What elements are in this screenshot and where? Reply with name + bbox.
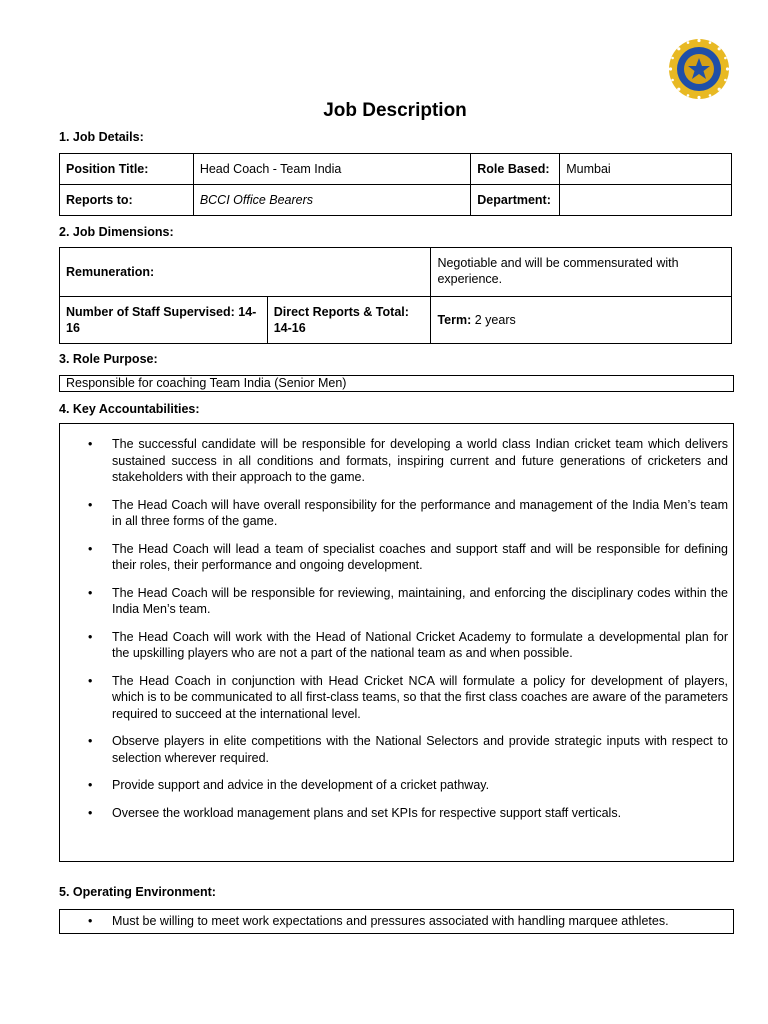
- department-label: Department:: [471, 185, 560, 216]
- section-heading-operating-environment: 5. Operating Environment:: [59, 885, 216, 899]
- list-item: [88, 585, 728, 618]
- list-item: [88, 673, 728, 723]
- list-item: [88, 541, 728, 574]
- bullet-icon: •: [88, 805, 93, 820]
- position-title-label: Position Title:: [60, 154, 194, 185]
- remuneration-label: Remuneration:: [60, 248, 431, 297]
- bullet-icon: •: [88, 673, 93, 688]
- term-label: Term:: [437, 313, 472, 327]
- accountability-text: The Head Coach will have overall responsibility for the performance and management of the India Men’s team in all three forms of the game.: [112, 497, 728, 528]
- role-purpose-box: [59, 375, 734, 392]
- section-heading-job-dimensions: 2. Job Dimensions:: [59, 225, 174, 239]
- staff-supervised: Number of Staff Supervised: 14-16: [60, 297, 268, 344]
- operating-environment-text: Must be willing to meet work expectations and pressures associated with handling marquee athletes.: [112, 914, 669, 928]
- reports-to-label: Reports to:: [60, 185, 194, 216]
- position-title-value: Head Coach - Team India: [193, 154, 470, 185]
- operating-environment-box: [59, 909, 734, 934]
- list-item: [88, 805, 728, 822]
- list-item: [88, 777, 728, 794]
- bullet-icon: •: [88, 734, 93, 748]
- list-item: [88, 497, 728, 530]
- section-heading-role-purpose: 3. Role Purpose:: [59, 352, 158, 366]
- accountability-text: The Head Coach will be responsible for reviewing, maintaining, and enforcing the disciplinary codes within the India Men’s team.: [112, 585, 728, 616]
- reports-to-value: BCCI Office Bearers: [193, 185, 470, 216]
- accountability-text: The Head Coach in conjunction with Head Cricket NCA will formulate a policy for development of players, which is to be communicated to all first-class teams, so that the first class coaches are aware of the parameters required to succeed at the international level.: [112, 673, 728, 721]
- job-dimensions-table: [59, 247, 732, 344]
- bullet-icon: •: [88, 497, 93, 512]
- key-accountabilities-box: [59, 423, 734, 862]
- bullet-icon: •: [88, 778, 93, 792]
- role-purpose-text: Responsible for coaching Team India (Senior Men): [66, 376, 347, 390]
- remuneration-value: Negotiable and will be commensurated with experience.: [431, 248, 732, 297]
- bcci-logo: [668, 38, 730, 100]
- department-value: [560, 185, 732, 216]
- role-based-value: Mumbai: [560, 154, 732, 185]
- list-item: [88, 733, 728, 766]
- list-item: [88, 436, 728, 486]
- bullet-icon: •: [88, 585, 93, 600]
- section-heading-key-accountabilities: 4. Key Accountabilities:: [59, 402, 200, 416]
- accountability-text: The Head Coach will lead a team of specialist coaches and support staff and will be responsible for defining their roles, their performance and ongoing development.: [112, 541, 728, 572]
- direct-reports: Direct Reports & Total: 14-16: [267, 297, 431, 344]
- accountability-text: The Head Coach will work with the Head of National Cricket Academy to formulate a developmental plan for the upskilling players who are not a part of the national team as and when possible.: [112, 629, 728, 660]
- bullet-icon: •: [88, 629, 93, 644]
- bullet-icon: •: [88, 437, 93, 451]
- role-based-label: Role Based:: [471, 154, 560, 185]
- term-cell: [431, 297, 732, 344]
- bullet-icon: •: [88, 541, 93, 556]
- accountability-text: Oversee the workload management plans and set KPIs for respective support staff verticals.: [112, 805, 622, 820]
- list-item: [88, 629, 728, 662]
- term-value: 2 years: [474, 313, 516, 327]
- section-heading-job-details: 1. Job Details:: [59, 130, 144, 144]
- accountability-text: Provide support and advice in the development of a cricket pathway.: [112, 778, 490, 792]
- page-title: Job Description: [323, 100, 467, 121]
- job-details-table: [59, 153, 732, 216]
- accountability-text: Observe players in elite competitions with the National Selectors and provide strategic inputs with respect to selection wherever required.: [112, 734, 728, 765]
- bullet-icon: •: [88, 914, 93, 928]
- key-accountabilities-list: [88, 436, 728, 832]
- accountability-text: The successful candidate will be responsible for developing a world class Indian cricket team which delivers sustained success in all conditions and formats, inspiring current and future generations of cricketers and stakeholders with their approach to the game.: [112, 437, 728, 484]
